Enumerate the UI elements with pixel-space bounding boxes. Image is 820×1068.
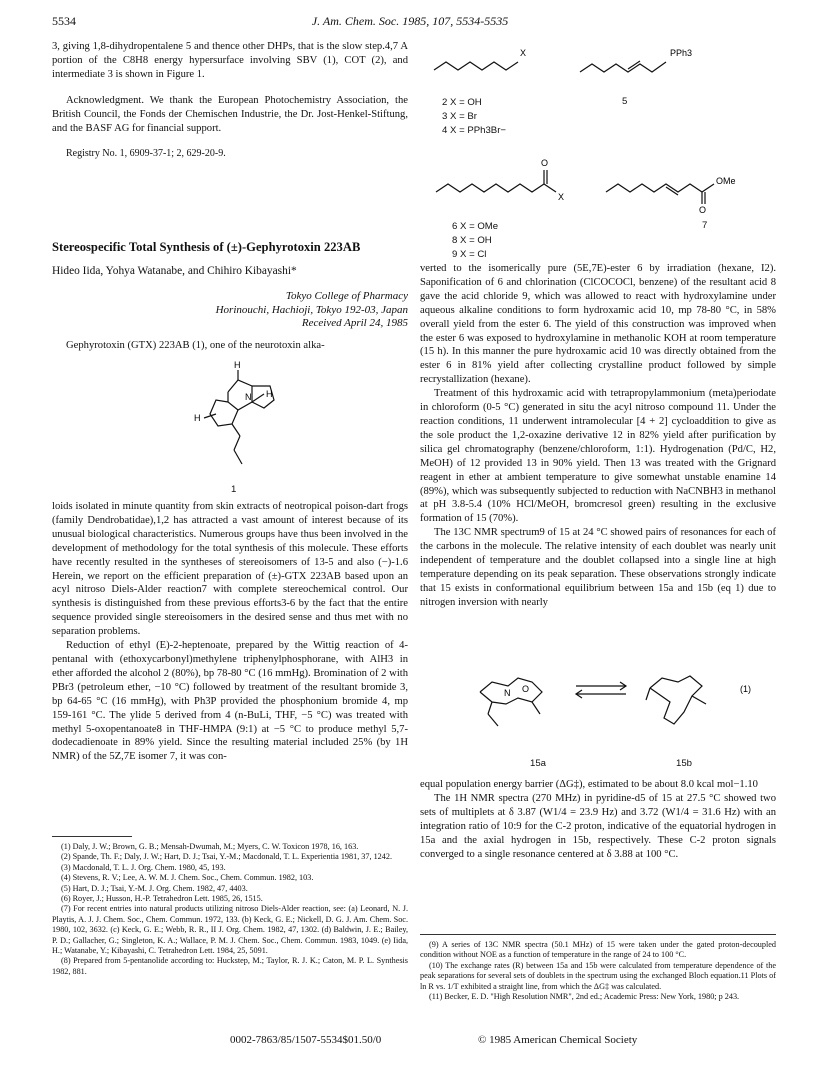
paragraph-5: The 13C NMR spectrum9 of 15 at 24 °C showed pairs of resonances for each of the carbons in the molecule. The relative intensity of each doublet was nearly unit independent of temperature and the doublet collapsed into a single line at high temperature depending on its peak separation. These observations strongly indicate that 15 exists in conformational equilibrium between 15a and 15b (eq 1) due to nitrogen inversion with nearly	[420, 527, 776, 608]
scheme-o-label-2: O	[699, 205, 707, 214]
acknowledgment: Acknowledgment. We thank the European Photochemistry Association, the British Council, the Fonds der Chemischen Industrie, the Dr. Jost-Henkel-Stiftung, and the BASF AG for financial support.	[52, 94, 408, 134]
affiliation-2: Horinouchi, Hachioji, Tokyo 192-03, Japan	[215, 303, 408, 316]
label-15a: 15a	[530, 758, 547, 769]
footnote: (4) Stevens, R. V.; Lee, A. W. M. J. Chem. Soc., Chem. Commun. 1982, 103.	[61, 873, 314, 883]
gtx-h-right: H	[266, 389, 273, 399]
compound-6-entry: 6 X = OMe	[452, 221, 499, 232]
right-column-body	[420, 262, 776, 610]
eq-n-label: N	[504, 688, 511, 698]
gtx-n: N	[245, 392, 252, 402]
equation-number: (1)	[740, 684, 751, 694]
compound-1-label: 1	[231, 484, 237, 495]
continuation-paragraph: 3, giving 1,8-dihydropentalene 5 and thence other DHPs, that is the slow step.4,7 A portion of the C8H8 energy hypersurface involving SBV (1), COT (2), and intermediate 3 is shown in Figure 1.	[52, 41, 408, 80]
footnote: (5) Hart, D. J.; Tsai, Y.-M. J. Org. Chem. 1982, 47, 4403.	[61, 883, 248, 893]
footnote: (9) A series of 13C NMR spectra (50.1 MHz) of 15 were taken under the gated proton-decoupled condition without NOE as a function of temperature in the range of 24 to 100 °C.	[420, 940, 776, 960]
footnote: (1) Daly, J. W.; Brown, G. B.; Mensah-Dwumah, M.; Myers, C. W. Toxicon 1978, 16, 163.	[61, 842, 359, 851]
paragraph-1: loids isolated in minute quantity from skin extracts of neotropical poison-dart frogs (family Dendrobatidae),1,2 has attracted a vast amount of interest because of its unusual biological characteristics. Numerous groups have thus been involved in the development of methodology for the total synthesis of this molecule. These efforts have recently resulted in the syntheses of stereoisomers of 13-5 and also (−)-1.6 Herein, we report on the efficient preparation of (±)-GTX 223AB based upon an acyl nitroso Diels-Alder reaction7 with complete stereochemical control. Our synthesis is distinguished from these previous efforts3-6 by the fact that the entire sequence provided single stereoisomers in the desired sense and thus met with no separation problems.	[52, 501, 408, 638]
compound-8-entry: 8 X = OH	[452, 235, 492, 246]
footnote: (11) Becker, E. D. "High Resolution NMR", 2nd ed.; Academic Press: New York, 1980; p 243.	[429, 992, 740, 1002]
paragraph-6: equal population energy barrier (ΔG‡), estimated to be about 8.0 kcal mol−1.10	[420, 779, 758, 790]
footnote-rule-left	[52, 836, 132, 837]
compound-list-6-9	[452, 220, 498, 262]
article-header	[52, 240, 408, 353]
left-column-top	[52, 40, 408, 161]
paragraph-7: The 1H NMR spectra (270 MHz) in pyridine-d5 of 15 at 27.5 °C showed two sets of multiplets at δ 3.87 (W1/4 = 23.9 Hz) and 3.72 (W1/4 = 31.6 Hz) with an integration ratio of 10:9 for the C-2 proton, indicative of the equatorial hydrogen in 15a and the axial hydrogen in 15b, respectively. These C-2 proton signals converged to a single resonance centered at δ 3.88 at 100 °C.	[420, 792, 776, 860]
scheme-x-label-2: X	[558, 192, 565, 202]
equilibrium-equation	[470, 652, 770, 752]
scheme-o-label: O	[541, 158, 549, 168]
footnote: (3) Macdonald, T. L. J. Org. Chem. 1980, 45, 193.	[61, 862, 226, 872]
scheme-esters-mid	[430, 150, 770, 214]
compound-list-2-4	[442, 96, 506, 138]
page-number: 5534	[52, 14, 76, 28]
compound-3-entry: 3 X = Br	[442, 111, 477, 122]
paragraph-3: verted to the isomerically pure (5E,7E)-ester 6 by irradiation (hexane, I2). Saponification of 6 and chlorination (ClCOCOCl, benzene) of the resultant acid 8 gave the acid chloride 9, which was allowed to react with hydroxylamine under aqueous alkaline conditions to form hydroxamic acid 10, mp 78-80 °C, in 58% overall yield from the ester 6. The yield of this construction was improved when the ester 6 was exposed to hydroxylamine in methanolic KOH at room temperature (15 h). In this manner the pure hydroxamic acid 10 was directly obtained from the ester 6 in 81% yield after collecting crystalline product followed by simple recrystallization (hexane).	[420, 263, 776, 386]
article-title: Stereospecific Total Synthesis of (±)-Gephyrotoxin 223AB	[52, 240, 361, 254]
footnote: (2) Spande, Th. F.; Daly, J. W.; Hart, D. J.; Tsai, Y.-M.; Macdonald, T. L. Experientia 1981, 37, 1242.	[61, 852, 393, 862]
footnote: (8) Prepared from 5-pentanolide according to: Huckstep, M.; Taylor, R. J. K.; Caton, M. P. L. Synthesis 1982, 881.	[52, 956, 408, 976]
scheme-x-label: X	[520, 48, 527, 58]
gephyrotoxin-structure	[190, 350, 310, 480]
footnote: (6) Royer, J.; Husson, H.-P. Tetrahedron Lett. 1985, 26, 1515.	[61, 894, 263, 904]
right-column-after-eq	[420, 778, 776, 861]
received-date: Received April 24, 1985	[301, 316, 408, 329]
compound-5-label: 5	[622, 96, 628, 107]
article-authors: Hideo Iida, Yohya Watanabe, and Chihiro Kibayashi*	[52, 265, 297, 277]
footnote-rule-right	[420, 934, 776, 935]
footnote: (7) For recent entries into natural products utilizing nitroso Diels-Alder reaction, see: (a) Leonard, N. J. Playtis, A. J. J. Chem. Soc., Chem. Commun. 1972, 133. (b) Keck, G. E.; Nickell, D. G. J. Am. Chem. Soc. 1980, 102, 3632. (c) Keck, G. E.; Webb, R. R., II J. Org. Chem. 1982, 47, 1302. (d) Baldwin, J. E.; Bailey, P. D.; Gallacher, G.; Singleton, K. A.; Wallace, P. M. J. Chem. Soc., Chem. Commun. 1983, 1049. (e) Iida, H.; Watanabe, Y.; Kibayashi, C. Tetrahedron Lett. 1984, 25, 5091.	[52, 904, 408, 956]
compound-7-label: 7	[702, 220, 708, 231]
running-header: J. Am. Chem. Soc. 1985, 107, 5534-5535	[311, 14, 509, 28]
left-column-body	[52, 500, 408, 764]
footnotes-right	[420, 940, 776, 1002]
scheme-ome-label: OMe	[716, 176, 736, 186]
gtx-h-left: H	[194, 413, 201, 423]
eq-o-label: O	[522, 684, 530, 694]
affiliation-1: Tokyo College of Pharmacy	[285, 289, 408, 302]
footnotes-left	[52, 842, 408, 977]
paragraph-2: Reduction of ethyl (E)-2-heptenoate, prepared by the Wittig reaction of 4-pentanal with (ethoxycarbonyl)methylene triphenylphosphorane, with AlH3 in ether afforded the alcohol 2 (80%), bp 78-80 °C (16 mmHg). Bromination of 2 with PBr3 (petroleum ether, −10 °C) followed by treatment of the resultant bromide 3, bp 64-65 °C (16 mmHg), with Ph3P provided the phosphonium bromide 4, mp 159-161 °C. The ylide 5 derived from 4 (n-BuLi, THF, −5 °C) was treated with methyl 5-oxopentanoate8 in THF-HMPA (9:1) at −5 °C to produce methyl 5,7-dodecadienoate in 89% yield. Since the resulting material included 25% (by 1H NMR) of the 5Z,7E isomer 7, it was con-	[52, 640, 408, 763]
scheme-alkenes-top	[430, 40, 770, 90]
gtx-h-top: H	[234, 360, 241, 370]
intro-sentence: Gephyrotoxin (GTX) 223AB (1), one of the neurotoxin alka-	[66, 339, 325, 351]
scheme-pph3-label: PPh3	[670, 48, 693, 58]
label-15b: 15b	[676, 758, 693, 769]
registry-numbers: Registry No. 1, 6909-37-1; 2, 629-20-9.	[66, 148, 226, 160]
paragraph-4: Treatment of this hydroxamic acid with tetrapropylammonium (meta)periodate in chloroform (0-5 °C) generated in situ the acyl nitroso compound 11. Under the reaction conditions, 11 underwent intramolecular [4 + 2] cycloaddition to give as the sole product the 1,2-oxazine derivative 12 in 82% yield after purification by silica gel chromatography (benzene/chloroform, 1:1). Hydrogenation (Pd/C, H2, MeOH) of 12 provided 13 in 90% yield. Then 13 was treated with the Grignard reagent in ether at ambient temperature to give somewhat unstable enamine 14 (89%), which was subsequently subjected to reduction with NaCNBH3 in methanol at pH 3.8-5.4 (10% HCl/MeOH, bromcresol green) resulting in the exclusive formation of 15 (70%).	[420, 388, 776, 525]
copyright: © 1985 American Chemical Society	[478, 1034, 638, 1046]
issn-code: 0002-7863/85/1507-5534$01.50/0	[230, 1034, 382, 1046]
compound-9-entry: 9 X = Cl	[452, 249, 487, 260]
compound-4-entry: 4 X = PPh3Br−	[442, 125, 506, 136]
compound-2-entry: 2 X = OH	[442, 97, 482, 108]
footnote: (10) The exchange rates (R) between 15a and 15b were calculated from temperature dependence of the peak separations for several sets of doublets in the spectrum using the exchanged Bloch equation.11 Plots of ln R vs. 1/T exhibited a straight line, from which the ΔG‡ was calculated.	[420, 960, 776, 991]
